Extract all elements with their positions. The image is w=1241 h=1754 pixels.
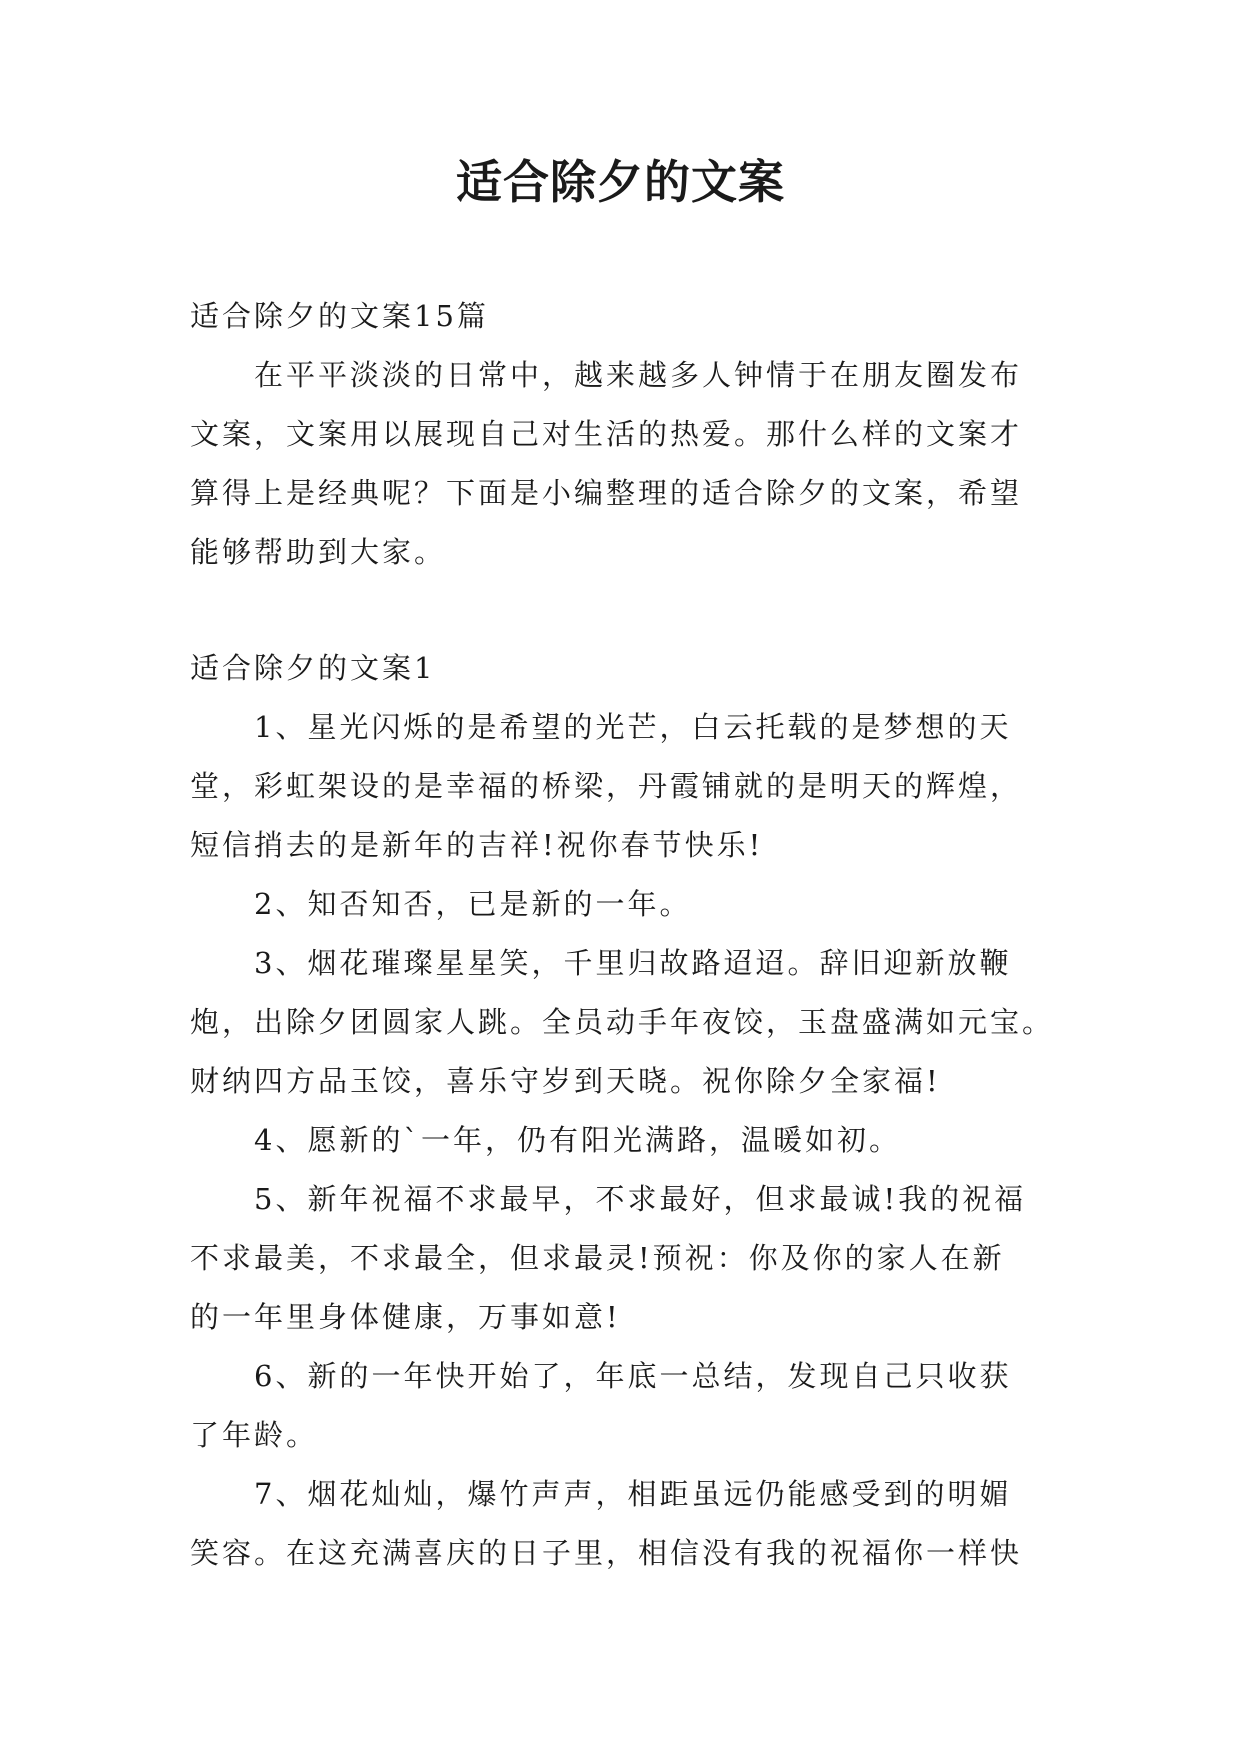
document-title: 适合除夕的文案 [456,155,785,209]
item-line: 6、新的一年快开始了，年底一总结，发现自己只收获 [190,1359,1012,1393]
item-line: 短信捎去的是新年的吉祥!祝你春节快乐! [190,828,764,862]
intro-line: 文案，文案用以展现自己对生活的热爱。那什么样的文案才 [190,417,1023,451]
item-line: 3、烟花璀璨星星笑，千里归故路迢迢。辞旧迎新放鞭 [190,946,1012,980]
intro-line: 算得上是经典呢？下面是小编整理的适合除夕的文案，希望 [190,476,1023,510]
section-heading: 适合除夕的文案1 [190,651,436,685]
document-subtitle: 适合除夕的文案15篇 [190,299,489,333]
list-item [190,698,1050,875]
intro-paragraph [190,346,1050,582]
list-item [190,875,1050,934]
item-line: 1、星光闪烁的是希望的光芒，白云托载的是梦想的天 [190,710,1012,744]
list-item [190,934,1055,1111]
list-item [190,1465,1050,1583]
intro-line: 能够帮助到大家。 [190,535,447,569]
item-line: 7、烟花灿灿，爆竹声声，相距虽远仍能感受到的明媚 [190,1477,1012,1511]
item-line: 5、新年祝福不求最早，不求最好，但求最诚!我的祝福 [190,1182,1027,1216]
item-line: 堂，彩虹架设的是幸福的桥梁，丹霞铺就的是明天的辉煌， [190,769,1023,803]
item-line: 2、知否知否，已是新的一年。 [190,887,692,921]
list-item [190,1347,1050,1465]
document-body [190,287,1055,1583]
item-line: 不求最美，不求最全，但求最灵!预祝：你及你的家人在新 [190,1241,1005,1275]
item-line: 炮，出除夕团圆家人跳。全员动手年夜饺，玉盘盛满如元宝。 [190,1005,1055,1039]
item-line: 了年龄。 [190,1418,319,1452]
paragraph-spacer [190,582,1050,639]
item-line: 4、愿新的`一年，仍有阳光满路，温暖如初。 [190,1123,901,1157]
item-line: 笑容。在这充满喜庆的日子里，相信没有我的祝福你一样快 [190,1536,1023,1570]
item-line: 财纳四方品玉饺，喜乐守岁到天晓。祝你除夕全家福! [190,1064,941,1098]
intro-line: 在平平淡淡的日常中，越来越多人钟情于在朋友圈发布 [190,358,1023,392]
list-item [190,1111,1050,1170]
item-line: 的一年里身体健康，万事如意! [190,1300,621,1334]
list-item [190,1170,1050,1347]
